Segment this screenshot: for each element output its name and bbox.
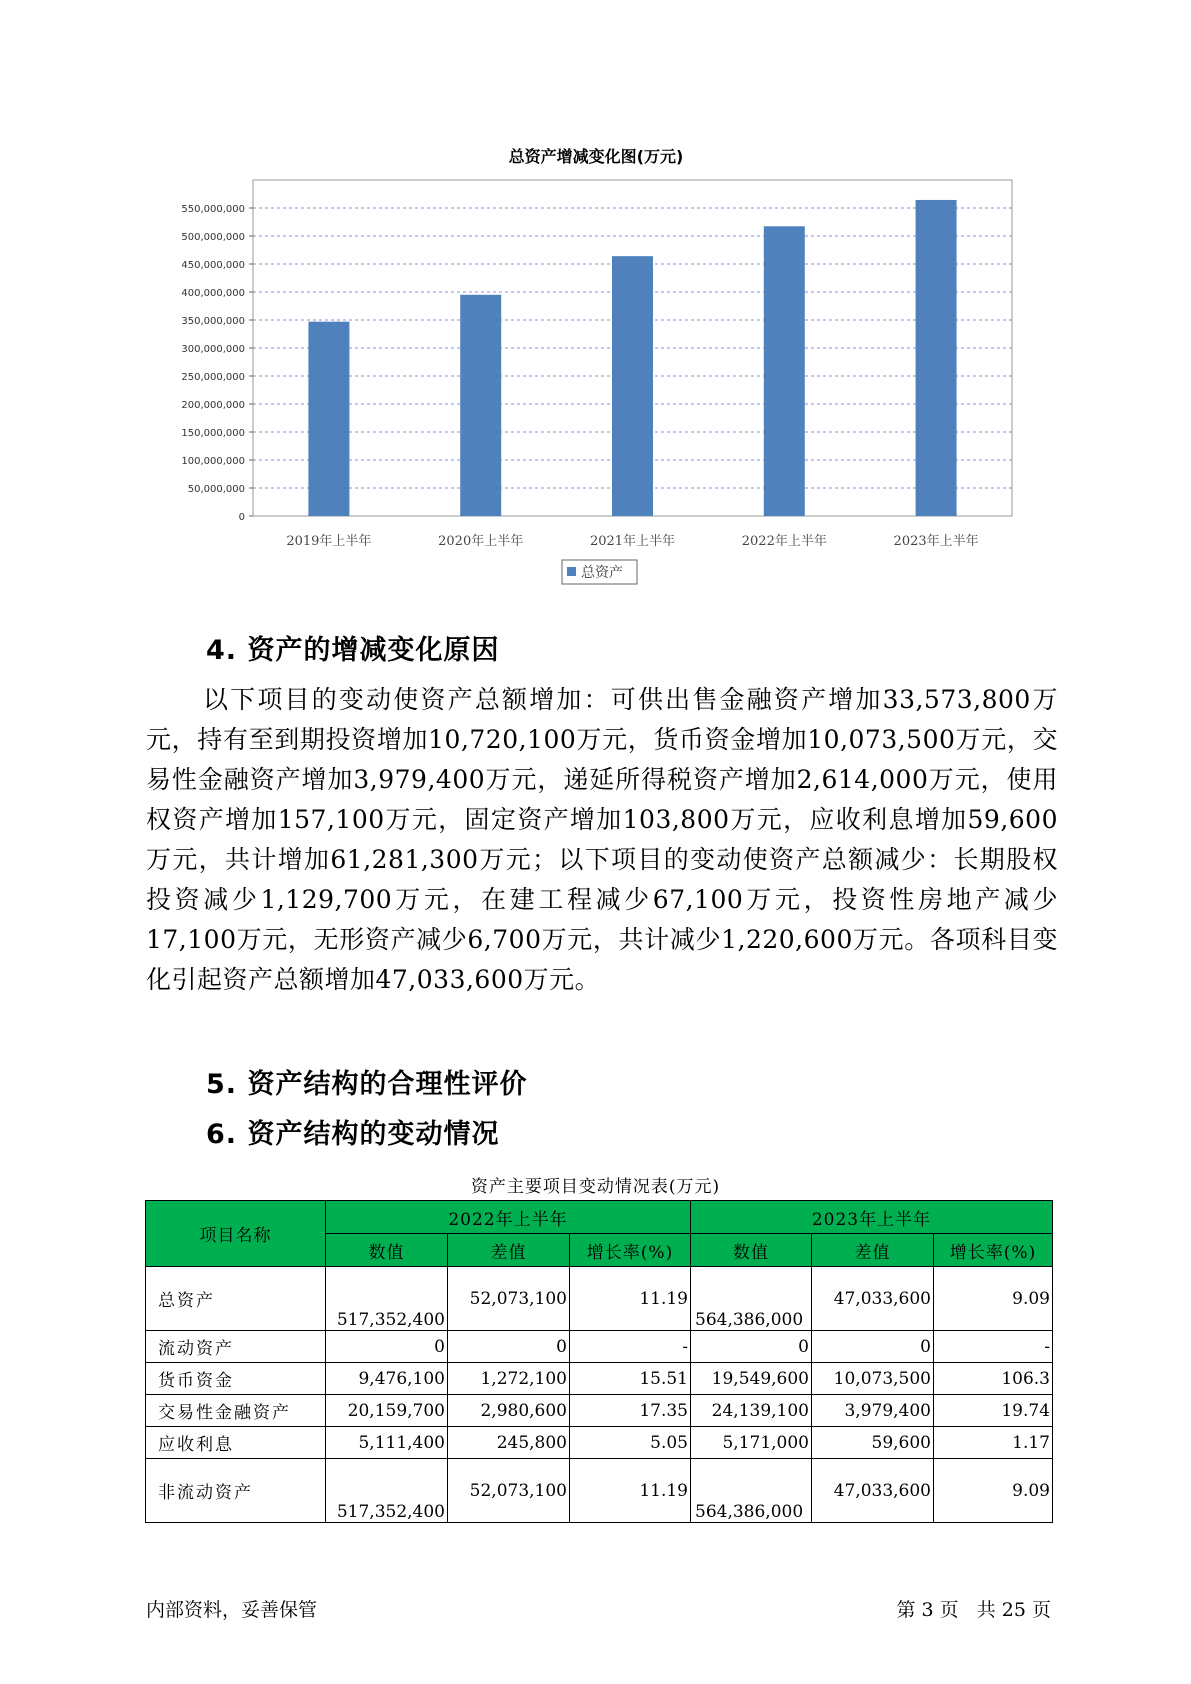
section-4-paragraph: 以下项目的变动使资产总额增加：可供出售金融资产增加33,573,800万元，持有至到期投资增加10,720,100万元，货币资金增加10,073,500万元，交易性金融资产增加3,979,400万元，递延所得税资产增加2,614,000万元，使用权资产增加157,100万元，固定资产增加103,800万元，应收利息增加59,600万元，共计增加61,281,300万元；以下项目的变动使资产总额减少：长期股权投资减少1,129,700万元，在建工程减少67,100万元，投资性房地产减少17,100万元，无形资产减少6,700万元，共计减少1,220,600万元。各项科目变化引起资产总额增加47,033,600万元。 (146, 685, 1058, 994)
legend-label: 总资产 (581, 565, 623, 581)
cell-diff: 0 (448, 1331, 570, 1363)
cell-rate: 106.3 (934, 1363, 1053, 1395)
cell-diff: 47,033,600 (812, 1459, 934, 1523)
table-row (146, 1427, 1053, 1459)
y-tick-label: 200,000,000 (181, 400, 245, 411)
cell-rate: 5.05 (570, 1427, 691, 1459)
cell-value: 564,386,000 (691, 1267, 812, 1331)
cell-value: 24,139,100 (691, 1395, 812, 1427)
x-tick-label: 2022年上半年 (741, 534, 827, 549)
row-label: 应收利息 (146, 1427, 326, 1459)
cell-diff: 1,272,100 (448, 1363, 570, 1395)
cell-value: 19,549,600 (691, 1363, 812, 1395)
bar-2020年上半年 (460, 295, 501, 516)
section-5-heading: 5. 资产结构的合理性评价 (206, 1069, 528, 1100)
x-tick-label: 2021年上半年 (589, 534, 676, 549)
y-tick-label: 400,000,000 (181, 288, 245, 299)
col-header-value: 数值 (326, 1234, 448, 1267)
cell-rate: - (570, 1331, 691, 1363)
section-4-heading: 4. 资产的增减变化原因 (206, 635, 500, 666)
row-label: 货币资金 (146, 1363, 326, 1395)
x-tick-label: 2023年上半年 (893, 534, 979, 549)
x-tick-label: 2019年上半年 (286, 534, 372, 549)
cell-value: 0 (691, 1331, 812, 1363)
cell-diff: 47,033,600 (812, 1267, 934, 1331)
y-tick-label: 0 (238, 512, 245, 523)
cell-diff: 3,979,400 (812, 1395, 934, 1427)
cell-diff: 2,980,600 (448, 1395, 570, 1427)
y-tick-label: 150,000,000 (181, 428, 245, 439)
y-tick-label: 350,000,000 (181, 316, 245, 327)
row-label: 流动资产 (146, 1331, 326, 1363)
y-tick-label: 550,000,000 (181, 204, 245, 215)
col-header-diff: 差值 (812, 1234, 934, 1267)
cell-rate: 9.09 (934, 1267, 1053, 1331)
row-label: 交易性金融资产 (146, 1395, 326, 1427)
bar-chart-svg (0, 0, 1191, 600)
col-header-rate: 增长率(%) (570, 1234, 691, 1267)
bar-2022年上半年 (764, 226, 805, 516)
bar-2019年上半年 (308, 322, 349, 516)
bar-2023年上半年 (916, 200, 957, 516)
table-row (146, 1331, 1053, 1363)
y-tick-label: 450,000,000 (181, 260, 245, 271)
bar-2021年上半年 (612, 256, 653, 516)
cell-rate: 19.74 (934, 1395, 1053, 1427)
cell-rate: - (934, 1331, 1053, 1363)
table-caption: 资产主要项目变动情况表(万元) (470, 1177, 721, 1197)
cell-rate: 11.19 (570, 1459, 691, 1523)
cell-diff: 245,800 (448, 1427, 570, 1459)
table-row (146, 1395, 1053, 1427)
x-tick-label: 2020年上半年 (438, 534, 524, 549)
col-header-value: 数值 (691, 1234, 812, 1267)
cell-diff: 0 (812, 1331, 934, 1363)
table-row (146, 1267, 1053, 1331)
cell-diff: 52,073,100 (448, 1267, 570, 1331)
y-tick-label: 50,000,000 (187, 484, 245, 495)
cell-rate: 9.09 (934, 1459, 1053, 1523)
cell-rate: 11.19 (570, 1267, 691, 1331)
y-tick-label: 250,000,000 (181, 372, 245, 383)
footer-left: 内部资料，妥善保管 (146, 1599, 318, 1621)
asset-change-table (145, 1200, 1053, 1523)
cell-rate: 17.35 (570, 1395, 691, 1427)
row-label: 总资产 (146, 1267, 326, 1331)
cell-value: 20,159,700 (326, 1395, 448, 1427)
asset-chart (0, 0, 1191, 600)
section-6-heading: 6. 资产结构的变动情况 (206, 1119, 500, 1150)
table-row (146, 1459, 1053, 1523)
cell-diff: 52,073,100 (448, 1459, 570, 1523)
table-row (146, 1363, 1053, 1395)
col-header-item: 项目名称 (146, 1201, 326, 1267)
footer-page-number: 第 3 页 共 25 页 (896, 1599, 1051, 1621)
col-header-rate: 增长率(%) (934, 1234, 1053, 1267)
cell-value: 0 (326, 1331, 448, 1363)
cell-value: 517,352,400 (326, 1459, 448, 1523)
cell-value: 5,111,400 (326, 1427, 448, 1459)
cell-value: 517,352,400 (326, 1267, 448, 1331)
y-tick-label: 300,000,000 (181, 344, 245, 355)
chart-title: 总资产增减变化图(万元) (508, 147, 684, 166)
y-tick-label: 500,000,000 (181, 232, 245, 243)
row-label: 非流动资产 (146, 1459, 326, 1523)
cell-rate: 1.17 (934, 1427, 1053, 1459)
cell-diff: 10,073,500 (812, 1363, 934, 1395)
cell-value: 564,386,000 (691, 1459, 812, 1523)
col-header-period-2023: 2023年上半年 (691, 1201, 1053, 1234)
col-header-diff: 差值 (448, 1234, 570, 1267)
cell-value: 9,476,100 (326, 1363, 448, 1395)
col-header-period-2022: 2022年上半年 (326, 1201, 691, 1234)
cell-value: 5,171,000 (691, 1427, 812, 1459)
cell-diff: 59,600 (812, 1427, 934, 1459)
y-tick-label: 100,000,000 (181, 456, 245, 467)
legend-swatch (567, 567, 576, 576)
cell-rate: 15.51 (570, 1363, 691, 1395)
